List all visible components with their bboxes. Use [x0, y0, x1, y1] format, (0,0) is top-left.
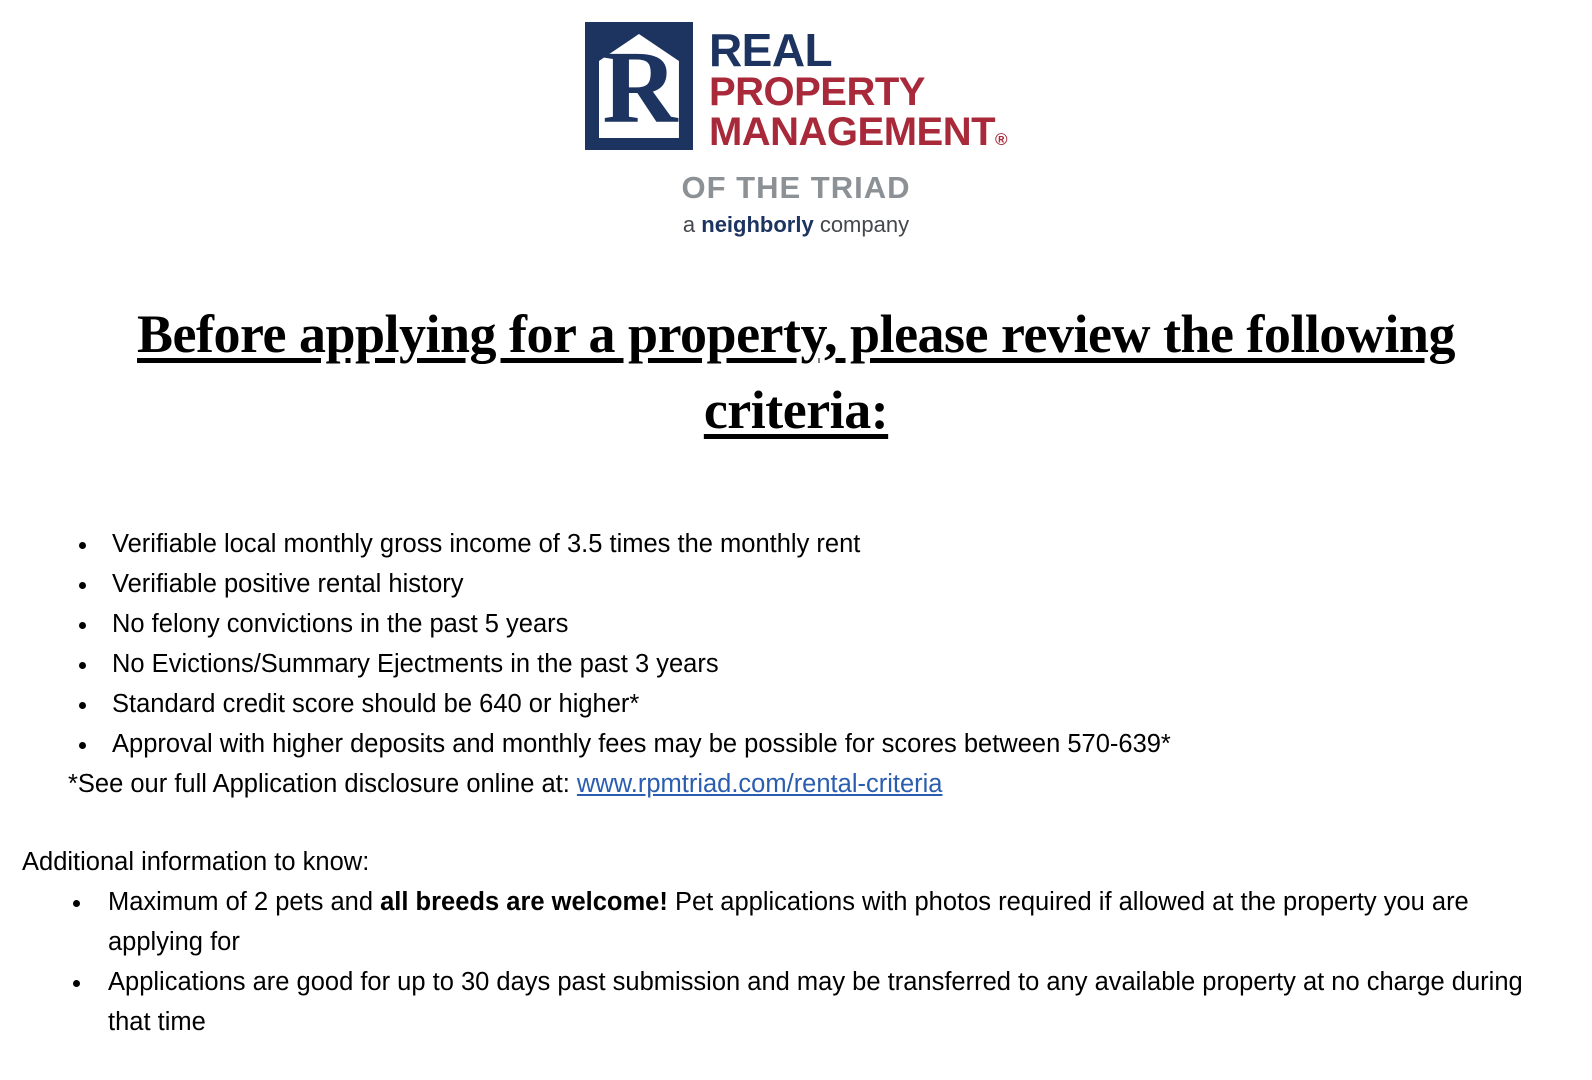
additional-info-list [22, 882, 1570, 1042]
list-item: • Verifiable local monthly gross income of 3.5 times the monthly rent [100, 524, 1570, 564]
item-text-before: Applications are good for up to 30 days past submission and may be transferred to any available property at no charge during that time [108, 968, 1523, 1036]
criteria-list [22, 524, 1570, 764]
list-item: • No Evictions/Summary Ejectments in the past 3 years [100, 644, 1570, 684]
rental-criteria-link[interactable]: www.rpmtriad.com/rental-criteria [576, 770, 943, 798]
additional-info-heading: Additional information to know: [22, 848, 370, 876]
logo-tagline [683, 212, 909, 238]
list-item: • Verifiable positive rental history [100, 564, 1570, 604]
list-item: • Standard credit score should be 640 or higher* [100, 684, 1570, 724]
logo-line-management [709, 112, 1007, 160]
page-title: Before applying for a property, please review the following criteria: [137, 304, 1455, 440]
registered-mark-icon: ® [995, 130, 1008, 149]
document-body [0, 524, 1592, 1042]
disclosure-line [22, 764, 1570, 804]
rpm-house-logo-icon [585, 22, 693, 150]
tagline-prefix: a [682, 212, 702, 237]
item-text-after: Pet applications with photos required if allowed at the property you are applying for [108, 888, 1469, 956]
logo-wordmark [709, 22, 1007, 160]
tagline-brand: neighborly [701, 212, 814, 237]
item-text-bold: all breeds are welcome! [380, 888, 668, 916]
list-item: • No felony convictions in the past 5 years [100, 604, 1570, 644]
item-text-before: Maximum of 2 pets and [108, 888, 381, 916]
tagline-suffix: company [813, 212, 910, 237]
logo-letter: R [602, 30, 676, 145]
list-item [94, 882, 1570, 962]
list-item [94, 962, 1570, 1042]
logo-line-triad: OF THE TRIAD [681, 170, 911, 205]
logo-line-property: PROPERTY [708, 70, 925, 114]
logo-primary [585, 22, 1007, 160]
logo-line-real: REAL [708, 24, 833, 76]
logo-management-text: MANAGEMENT [708, 110, 996, 154]
list-item: • Approval with higher deposits and monthly fees may be possible for scores between 570-639* [100, 724, 1570, 764]
company-logo [0, 0, 1592, 238]
disclosure-text: *See our full Application disclosure online at: [68, 770, 577, 798]
